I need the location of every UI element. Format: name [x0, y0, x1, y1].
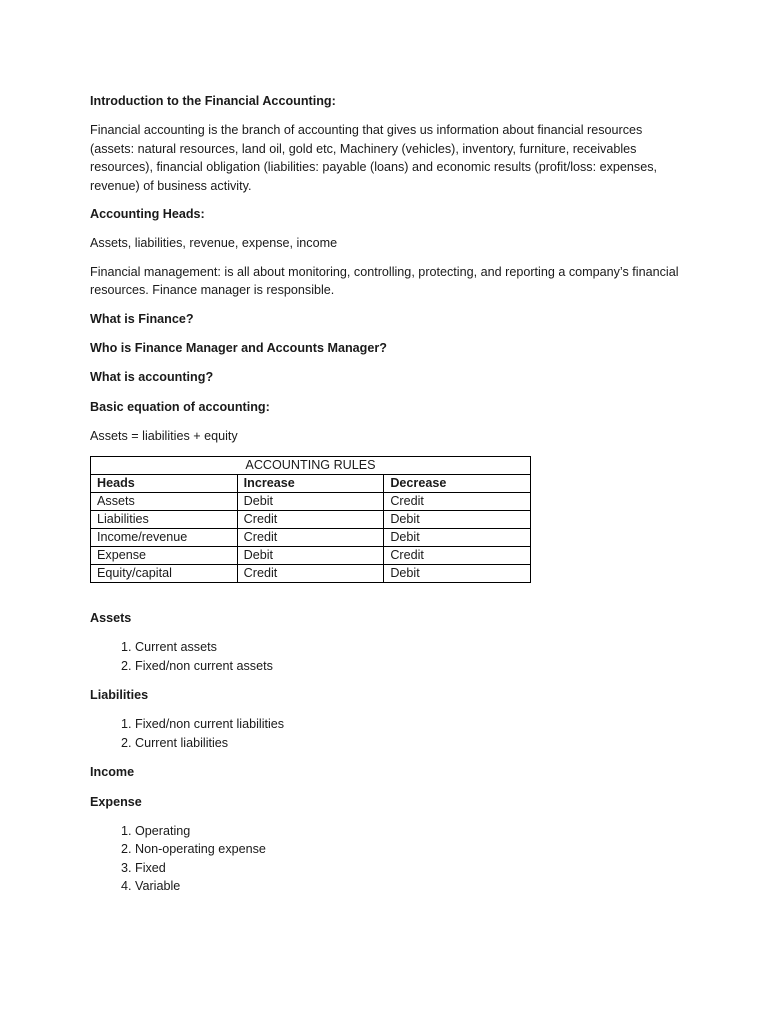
assets-list: [90, 638, 680, 675]
question-accounting: What is accounting?: [90, 370, 214, 385]
accounting-rules-table: [90, 456, 531, 583]
table-cell: Debit: [384, 528, 531, 546]
table-cell: Credit: [237, 528, 384, 546]
liabilities-list: [90, 715, 680, 752]
table-row: [91, 564, 531, 582]
table-cell: Assets: [91, 492, 238, 510]
table-row: [91, 492, 531, 510]
table-cell: Credit: [237, 564, 384, 582]
accounting-heads-text: Assets, liabilities, revenue, expense, income: [90, 236, 338, 251]
list-item: 2. Fixed/non current assets: [135, 657, 680, 675]
table-cell: Income/revenue: [91, 528, 238, 546]
liabilities-heading: Liabilities: [90, 687, 149, 702]
table-row: [91, 546, 531, 564]
table-cell: Debit: [237, 492, 384, 510]
table-cell: Liabilities: [91, 510, 238, 528]
list-item: 3. Fixed: [135, 859, 680, 877]
table-cell: Credit: [237, 510, 384, 528]
intro-heading: Introduction to the Financial Accounting:: [90, 94, 336, 108]
question-finance: What is Finance?: [90, 311, 194, 326]
table-row: [91, 510, 531, 528]
list-item: 1. Fixed/non current liabilities: [135, 715, 680, 733]
table-cell: Debit: [384, 510, 531, 528]
table-cell: Debit: [237, 546, 384, 564]
table-cell: Equity/capital: [91, 564, 238, 582]
table-title: ACCOUNTING RULES: [91, 456, 531, 474]
list-item: 4. Variable: [135, 877, 680, 895]
income-heading: Income: [90, 765, 135, 780]
column-header-decrease: Decrease: [384, 474, 531, 492]
expense-heading: Expense: [90, 794, 142, 809]
list-item: 1. Current assets: [135, 638, 680, 656]
table-cell: Expense: [91, 546, 238, 564]
document-page: [90, 92, 680, 907]
intro-paragraph: Financial accounting is the branch of accounting that gives us information about financial resources (assets: natural resources, land oil, gold etc, Machinery (vehicles), inventory, furniture, receivables resources), financial obligation (liabilities: payable (loans) and economic results (profit/loss: expenses, revenue) of business activity.: [90, 123, 657, 193]
table-cell: Debit: [384, 564, 531, 582]
equation-text: Assets = liabilities + equity: [90, 429, 238, 444]
table-cell: Credit: [384, 546, 531, 564]
accounting-heads-heading: Accounting Heads:: [90, 207, 205, 222]
column-header-heads: Heads: [91, 474, 238, 492]
financial-management-paragraph: Financial management: is all about monitoring, controlling, protecting, and reporting a company’s financial resources. Finance manager is responsible.: [90, 264, 679, 298]
expense-list: [90, 822, 680, 896]
table-cell: Credit: [384, 492, 531, 510]
list-item: 2. Non-operating expense: [135, 840, 680, 858]
column-header-increase: Increase: [237, 474, 384, 492]
assets-heading: Assets: [90, 610, 132, 625]
list-item: 2. Current liabilities: [135, 734, 680, 752]
list-item: 1. Operating: [135, 822, 680, 840]
equation-heading: Basic equation of accounting:: [90, 399, 270, 414]
table-row: [91, 528, 531, 546]
question-manager: Who is Finance Manager and Accounts Manager?: [90, 341, 387, 356]
